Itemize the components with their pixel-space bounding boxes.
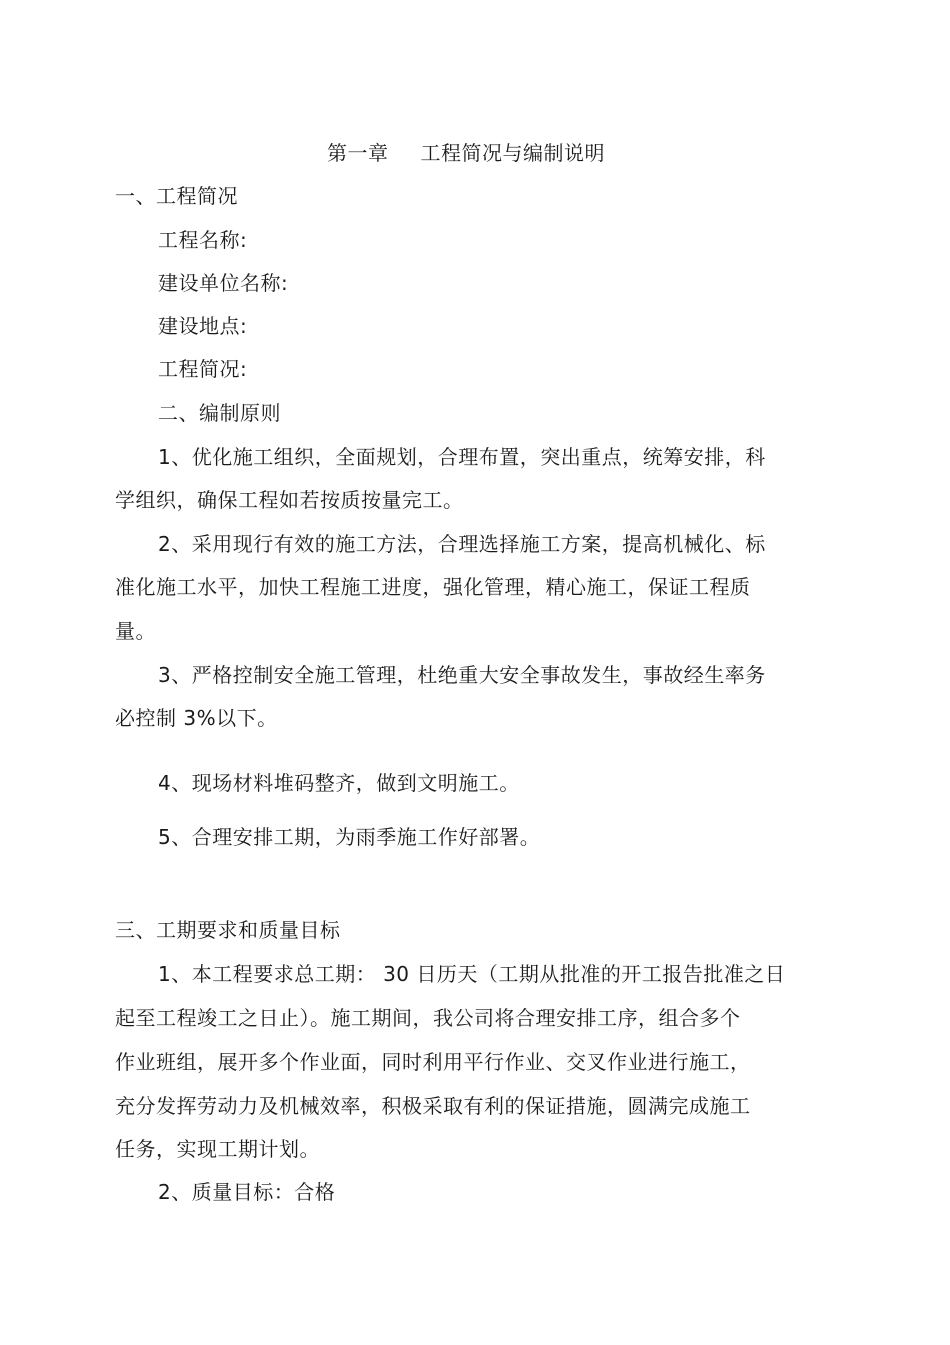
- quality-goal: 2、质量目标：合格: [158, 1180, 336, 1204]
- principle-5: 5、合理安排工期，为雨季施工作好部署。: [158, 825, 541, 849]
- principle-2-line-1: 2、采用现行有效的施工方法，合理选择施工方案，提高机械化、标: [158, 532, 766, 556]
- schedule-line-1: 1、本工程要求总工期： 30 日历天（工期从批准的开工报告批准之日: [158, 962, 786, 986]
- field-overview: 工程简况:: [158, 357, 248, 381]
- principle-1-line-1: 1、优化施工组织，全面规划，合理布置，突出重点，统筹安排，科: [158, 445, 766, 469]
- principle-3-line-2: 必控制 3%以下。: [115, 706, 278, 730]
- field-location: 建设地点:: [158, 314, 248, 338]
- chapter-title: [327, 141, 605, 165]
- section-heading-schedule-quality: 三、工期要求和质量目标: [115, 918, 341, 942]
- principle-1-line-2: 学组织，确保工程如若按质按量完工。: [115, 488, 464, 512]
- schedule-line-4: 充分发挥劳动力及机械效率，积极采取有利的保证措施，圆满完成施工: [115, 1094, 751, 1118]
- field-builder-name: 建设单位名称:: [158, 271, 289, 295]
- principle-2-line-3: 量。: [115, 619, 156, 643]
- principle-2-line-2: 准化施工水平，加快工程施工进度，强化管理，精心施工，保证工程质: [115, 575, 751, 599]
- principle-4: 4、现场材料堆码整齐，做到文明施工。: [158, 771, 520, 795]
- schedule-line-2: 起至工程竣工之日止）。施工期间，我公司将合理安排工序，组合多个: [115, 1006, 741, 1030]
- principle-3-line-1: 3、严格控制安全施工管理，杜绝重大安全事故发生，事故经生率务: [158, 663, 766, 687]
- section-heading-principles: 二、编制原则: [158, 401, 281, 425]
- chapter-heading: 工程简况与编制说明: [420, 141, 605, 165]
- chapter-number: 第一章: [327, 141, 389, 165]
- schedule-line-5: 任务，实现工期计划。: [115, 1137, 320, 1161]
- section-heading-overview: 一、工程简况: [115, 184, 238, 208]
- schedule-line-3: 作业班组，展开多个作业面，同时利用平行作业、交叉作业进行施工，: [115, 1050, 751, 1074]
- field-project-name: 工程名称:: [158, 228, 248, 252]
